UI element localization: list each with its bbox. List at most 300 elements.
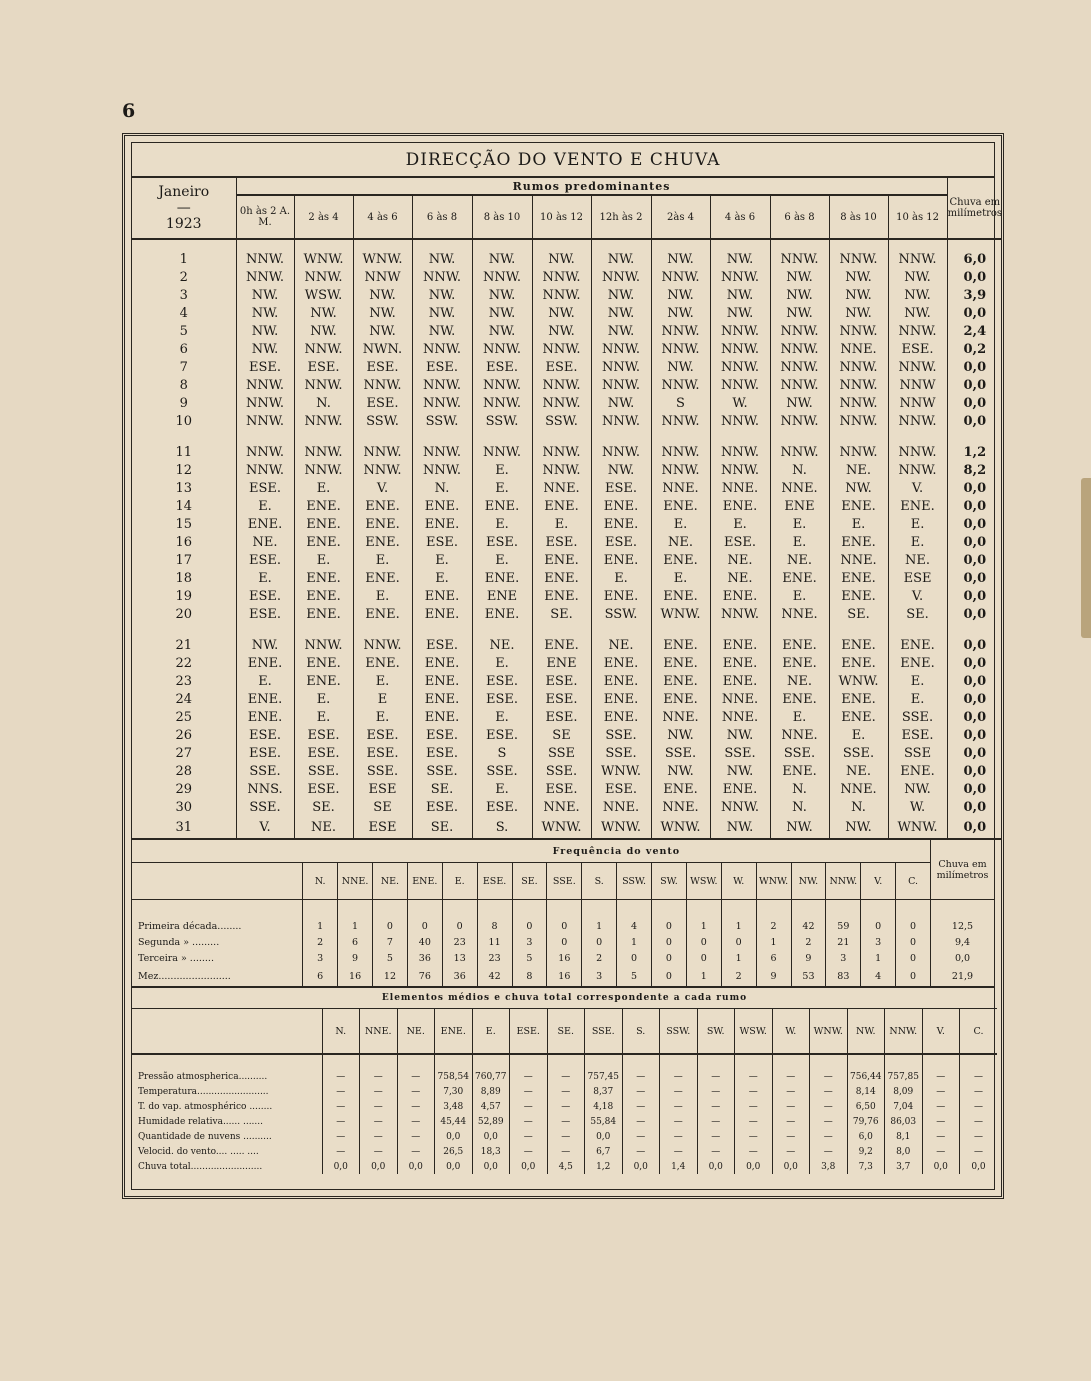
wind-cell: ESE.: [412, 798, 472, 816]
wind-cell: ENE.: [710, 636, 770, 654]
page-number: 6: [122, 100, 136, 122]
elements-cell: —: [397, 1084, 435, 1099]
wind-cell: ENE.: [829, 533, 888, 551]
rain-cell: 0,0: [963, 673, 987, 689]
elements-table: [132, 988, 997, 1174]
wind-cell: ESE.: [888, 340, 947, 358]
spacer-cell: [472, 430, 532, 443]
wind-cell: SSE.: [829, 744, 888, 762]
elements-cell: 52,89: [472, 1114, 510, 1129]
wind-cell: SSE.: [353, 762, 412, 780]
day-cell: 19: [132, 587, 236, 605]
elements-cell: —: [322, 1099, 360, 1114]
frequency-cell: 16: [547, 966, 582, 987]
elements-column-header: N.: [322, 1009, 360, 1055]
elements-cell: 0,0: [772, 1159, 810, 1174]
elements-cell: —: [697, 1054, 735, 1084]
rain-cell: 0,0: [947, 816, 1002, 839]
frequency-cell: 0: [617, 950, 652, 966]
day-cell: 21: [132, 636, 236, 654]
elements-cell: —: [622, 1099, 660, 1114]
wind-cell: SE.: [888, 605, 947, 623]
wind-cell: NNW: [888, 376, 947, 394]
rain-cell: 2,4: [963, 323, 987, 339]
wind-cell: ENE.: [710, 497, 770, 515]
elements-row: [132, 1099, 997, 1114]
wind-cell: WNW.: [294, 239, 353, 268]
wind-cell: NW.: [591, 286, 651, 304]
wind-cell: NW.: [472, 322, 532, 340]
elements-cell: 0,0: [585, 1129, 623, 1144]
wind-cell: SSE.: [651, 744, 710, 762]
frequency-column-header: WSW.: [686, 863, 721, 900]
wind-cell: NNW.: [412, 376, 472, 394]
frequency-cell: 16: [547, 950, 582, 966]
day-cell: 14: [132, 497, 236, 515]
elements-cell: —: [547, 1144, 585, 1159]
wind-cell: ENE.: [770, 654, 829, 672]
table-row: [132, 569, 1002, 587]
wind-cell: N.: [770, 780, 829, 798]
wind-cell: ENE.: [591, 672, 651, 690]
frequency-rain-header: Chuva em milímetros: [931, 840, 994, 900]
spacer-cell: [353, 623, 412, 636]
elements-cell: —: [322, 1054, 360, 1084]
wind-cell: ENE.: [353, 497, 412, 515]
wind-cell: NW.: [236, 304, 294, 322]
elements-cell: —: [735, 1084, 773, 1099]
spacer-cell: [591, 430, 651, 443]
wind-cell: ENE.: [294, 672, 353, 690]
elements-cell: 0,0: [971, 1161, 986, 1172]
table-row: [132, 780, 1002, 798]
spacer-cell: [710, 430, 770, 443]
period-header: 6 às 8: [770, 195, 829, 239]
wind-cell: NNE.: [710, 690, 770, 708]
day-cell: 20: [132, 605, 236, 623]
wind-cell: ESE.: [888, 726, 947, 744]
wind-cell: NNW.: [770, 358, 829, 376]
frequency-cell: 23: [477, 950, 512, 966]
wind-cell: E.: [651, 569, 710, 587]
wind-cell: ENE.: [294, 533, 353, 551]
frequency-cell: 0: [547, 900, 582, 935]
frequency-row-label: Mez........................: [132, 966, 303, 987]
elements-cell: —: [360, 1054, 398, 1084]
frequency-row-label: Primeira década........: [132, 900, 303, 935]
elements-cell: —: [360, 1114, 398, 1129]
wind-cell: NNW.: [710, 412, 770, 430]
frequency-cell: 40: [407, 934, 442, 950]
wind-cell: ENE.: [532, 551, 591, 569]
wind-cell: ESE.: [236, 358, 294, 376]
wind-cell: ENE: [472, 587, 532, 605]
wind-cell: N.: [770, 798, 829, 816]
frequency-cell: 0: [373, 900, 408, 935]
wind-cell: NW.: [651, 239, 710, 268]
elements-column-header: WSW.: [735, 1009, 773, 1055]
elements-column-header: ESE.: [510, 1009, 548, 1055]
wind-cell: SSW.: [412, 412, 472, 430]
period-header: 4 às 6: [353, 195, 412, 239]
elements-cell: 4,5: [547, 1159, 585, 1174]
rain-cell: 0,0: [963, 534, 987, 550]
wind-cell: NNW.: [829, 394, 888, 412]
elements-cell: —: [810, 1144, 848, 1159]
wind-cell: E.: [294, 551, 353, 569]
wind-cell: ENE.: [294, 605, 353, 623]
wind-cell: ESE.: [412, 533, 472, 551]
wind-cell: ENE.: [829, 497, 888, 515]
elements-cell: —: [660, 1144, 698, 1159]
wind-cell: NNW.: [591, 358, 651, 376]
day-cell: 22: [132, 654, 236, 672]
wind-cell: SSE.: [710, 744, 770, 762]
rain-cell: 0,0: [963, 570, 987, 586]
wind-cell: NE.: [294, 816, 353, 839]
wind-cell: ENE.: [651, 690, 710, 708]
frequency-column-header: W.: [721, 863, 756, 900]
frequency-cell: 6: [338, 934, 373, 950]
elements-column-header: W.: [772, 1009, 810, 1055]
wind-cell: NNW.: [236, 461, 294, 479]
frequency-cell: 0: [652, 900, 687, 935]
frequency-cell: 1: [861, 950, 896, 966]
wind-cell: NW.: [770, 816, 829, 839]
wind-cell: E.: [710, 515, 770, 533]
wind-cell: ENE.: [412, 497, 472, 515]
wind-cell: NNE.: [651, 708, 710, 726]
wind-cell: E.: [770, 587, 829, 605]
frequency-cell: 1: [721, 900, 756, 935]
frequency-cell: 0: [512, 900, 547, 935]
elements-cell: —: [397, 1129, 435, 1144]
day-cell: 30: [132, 798, 236, 816]
elements-cell: —: [810, 1054, 848, 1084]
elements-cell: —: [697, 1084, 735, 1099]
wind-cell: NE.: [591, 636, 651, 654]
rain-cell: 0,0: [963, 377, 987, 393]
elements-cell: —: [697, 1114, 735, 1129]
wind-cell: WNW.: [591, 816, 651, 839]
wind-cell: NNE.: [829, 551, 888, 569]
wind-cell: ENE.: [294, 497, 353, 515]
day-cell: 13: [132, 479, 236, 497]
elements-cell: —: [697, 1144, 735, 1159]
wind-cell: NE.: [651, 533, 710, 551]
day-cell: 4: [132, 304, 236, 322]
wind-cell: ESE.: [532, 672, 591, 690]
frequency-cell: 1: [686, 966, 721, 987]
wind-cell: NNW.: [710, 798, 770, 816]
elements-row: [132, 1114, 997, 1129]
elements-cell: —: [397, 1054, 435, 1084]
wind-cell: ENE.: [591, 690, 651, 708]
wind-cell: SSE: [532, 744, 591, 762]
wind-cell: E.: [888, 515, 947, 533]
elements-cell: 6,50: [847, 1099, 885, 1114]
frequency-row: [132, 934, 994, 950]
spacer-cell: [236, 623, 294, 636]
elements-cell: —: [697, 1099, 735, 1114]
wind-cell: ESE.: [236, 587, 294, 605]
elements-cell: 1,2: [585, 1159, 623, 1174]
wind-cell: WNW.: [651, 605, 710, 623]
wind-cell: E: [353, 690, 412, 708]
wind-cell: E.: [294, 479, 353, 497]
wind-cell: NW.: [472, 239, 532, 268]
frequency-column-header: SSW.: [617, 863, 652, 900]
period-header: 2às 4: [651, 195, 710, 239]
wind-cell: E.: [236, 569, 294, 587]
elements-cell: —: [735, 1054, 773, 1084]
rain-cell: 0,0: [963, 763, 987, 779]
wind-cell: NNW.: [829, 358, 888, 376]
wind-cell: NW.: [236, 322, 294, 340]
elements-cell: —: [360, 1144, 398, 1159]
elements-cell: —: [772, 1144, 810, 1159]
table-row: [132, 690, 1002, 708]
wind-cell: ENE.: [710, 672, 770, 690]
wind-cell: NNW.: [532, 394, 591, 412]
wind-cell: E.: [770, 515, 829, 533]
elements-cell: —: [772, 1084, 810, 1099]
spacer-cell: [651, 623, 710, 636]
elements-row-label: T. do vap. atmosphérico ........: [132, 1099, 322, 1114]
spacer-cell: [947, 623, 1002, 636]
wind-cell: NW.: [412, 322, 472, 340]
elements-cell: —: [397, 1144, 435, 1159]
wind-cell: ENE.: [651, 551, 710, 569]
elements-cell: 0,0: [472, 1129, 510, 1144]
wind-cell: E.: [412, 551, 472, 569]
wind-cell: ESE.: [472, 533, 532, 551]
frequency-cell: 0: [582, 934, 617, 950]
elements-row: [132, 1129, 997, 1144]
wind-cell: E.: [829, 515, 888, 533]
wind-cell: SSW.: [591, 605, 651, 623]
day-cell: 26: [132, 726, 236, 744]
spacer-cell: [651, 430, 710, 443]
wind-cell: NW.: [651, 286, 710, 304]
frequency-cell: 36: [407, 950, 442, 966]
elements-cell: 3,7: [885, 1159, 923, 1174]
elements-cell: —: [322, 1129, 360, 1144]
rain-cell: 0,2: [963, 341, 987, 357]
wind-cell: ENE.: [353, 569, 412, 587]
table-row: [132, 708, 1002, 726]
table-row: [132, 479, 1002, 497]
group-spacer: [132, 623, 1002, 636]
elements-cell: 3,8: [810, 1159, 848, 1174]
elements-cell: 7,04: [885, 1099, 923, 1114]
frequency-column-header: ENE.: [407, 863, 442, 900]
wind-cell: NNW.: [710, 376, 770, 394]
wind-cell: NW.: [710, 304, 770, 322]
day-cell: 8: [132, 376, 236, 394]
wind-cell: ESE.: [353, 726, 412, 744]
wind-cell: ENE.: [412, 515, 472, 533]
frequency-column-header: E.: [442, 863, 477, 900]
spacer-cell: [888, 430, 947, 443]
elements-column-header: ENE.: [435, 1009, 473, 1055]
elements-cell: 79,76: [847, 1114, 885, 1129]
wind-cell: ENE.: [888, 497, 947, 515]
wind-cell: N.: [770, 461, 829, 479]
rain-cell: 0,0: [963, 305, 987, 321]
frequency-column-header: NW.: [791, 863, 826, 900]
wind-cell: ENE.: [651, 636, 710, 654]
elements-cell: —: [510, 1054, 548, 1084]
frequency-cell: 59: [826, 900, 861, 935]
day-cell: 31: [132, 816, 236, 839]
wind-cell: SSW.: [532, 412, 591, 430]
wind-cell: NNW.: [532, 286, 591, 304]
wind-cell: NNE.: [770, 605, 829, 623]
frequency-cell: 3: [303, 950, 338, 966]
wind-cell: NW.: [591, 239, 651, 268]
wind-cell: NW.: [770, 286, 829, 304]
wind-cell: NW.: [591, 461, 651, 479]
wind-cell: NW.: [412, 304, 472, 322]
wind-cell: NNW.: [651, 340, 710, 358]
elements-cell: 7,3: [847, 1159, 885, 1174]
table-row: [132, 268, 1002, 286]
rain-cell: 0,0: [963, 655, 987, 671]
wind-cell: ENE.: [532, 569, 591, 587]
frequency-cell: 1: [303, 900, 338, 935]
wind-cell: E.: [472, 461, 532, 479]
day-cell: 9: [132, 394, 236, 412]
wind-cell: ESE.: [236, 479, 294, 497]
day-cell: 1: [132, 239, 236, 268]
day-cell: 2: [132, 268, 236, 286]
wind-cell: NNW.: [532, 376, 591, 394]
wind-cell: NNW.: [888, 358, 947, 376]
wind-cell: NW.: [888, 268, 947, 286]
spacer-cell: [710, 623, 770, 636]
wind-cell: NW.: [651, 762, 710, 780]
rain-cell: 0,0: [963, 552, 987, 568]
spacer-cell: [294, 623, 353, 636]
wind-cell: ENE.: [591, 515, 651, 533]
wind-cell: SSE.: [236, 798, 294, 816]
frequency-cell: 6: [756, 950, 791, 966]
wind-cell: NNW.: [294, 636, 353, 654]
elements-cell: 760,77: [472, 1054, 510, 1084]
elements-cell: 8,0: [885, 1144, 923, 1159]
wind-cell: NNW.: [472, 394, 532, 412]
spacer-cell: [412, 430, 472, 443]
wind-cell: NW.: [353, 286, 412, 304]
wind-cell: NW.: [770, 268, 829, 286]
wind-cell: ENE.: [651, 497, 710, 515]
elements-cell: —: [922, 1054, 960, 1084]
wind-cell: NNW.: [651, 268, 710, 286]
rain-cell: 0,0: [963, 606, 987, 622]
frequency-cell: 0: [686, 934, 721, 950]
frequency-cell: 76: [407, 966, 442, 987]
elements-cell: —: [922, 1144, 960, 1159]
wind-cell: NNW: [353, 268, 412, 286]
wind-cell: E.: [472, 515, 532, 533]
wind-cell: ENE.: [710, 587, 770, 605]
wind-cell: ENE.: [888, 636, 947, 654]
wind-cell: NNW.: [710, 461, 770, 479]
spacer-cell: [236, 430, 294, 443]
frequency-cell: 1: [686, 900, 721, 935]
wind-cell: SE.: [412, 816, 472, 839]
elements-cell: —: [397, 1099, 435, 1114]
elements-cell: —: [772, 1114, 810, 1129]
wind-cell: ENE.: [829, 708, 888, 726]
wind-cell: V.: [888, 479, 947, 497]
elements-cell: —: [922, 1114, 960, 1129]
wind-cell: E.: [236, 672, 294, 690]
frequency-cell: 9: [338, 950, 373, 966]
wind-cell: NNE.: [710, 708, 770, 726]
wind-cell: NNE.: [770, 726, 829, 744]
spacer-cell: [532, 430, 591, 443]
wind-cell: ENE.: [710, 780, 770, 798]
frequency-row: [132, 900, 994, 935]
elements-cell: —: [772, 1099, 810, 1114]
spacer-cell: [770, 623, 829, 636]
frequency-cell: 3: [826, 950, 861, 966]
table-row: [132, 551, 1002, 569]
spacer-cell: [294, 430, 353, 443]
wind-cell: NNW.: [829, 412, 888, 430]
table-row: [132, 443, 1002, 461]
elements-cell: —: [360, 1129, 398, 1144]
table-row: [132, 497, 1002, 515]
wind-cell: SSW.: [472, 412, 532, 430]
elements-cell: —: [810, 1114, 848, 1129]
elements-cell: —: [810, 1099, 848, 1114]
rumos-header: Rumos predominantes: [236, 178, 947, 195]
wind-cell: NW.: [236, 286, 294, 304]
elements-cell: 0,0: [510, 1159, 548, 1174]
wind-cell: E.: [472, 780, 532, 798]
wind-cell: ENE.: [294, 515, 353, 533]
elements-column-header: NE.: [397, 1009, 435, 1055]
day-cell: 16: [132, 533, 236, 551]
frequency-cell: 0: [547, 934, 582, 950]
wind-cell: NNW.: [888, 239, 947, 268]
wind-cell: E.: [770, 533, 829, 551]
wind-cell: ENE.: [829, 690, 888, 708]
frequency-column-header: S.: [582, 863, 617, 900]
elements-cell: 45,44: [435, 1114, 473, 1129]
group-spacer: [132, 430, 1002, 443]
elements-cell: 0,0: [360, 1159, 398, 1174]
wind-cell: NNW.: [829, 239, 888, 268]
elements-column-header: C.: [960, 1009, 998, 1055]
wind-cell: E.: [412, 569, 472, 587]
wind-cell: NNW.: [710, 358, 770, 376]
wind-cell: NW.: [770, 304, 829, 322]
wind-cell: E.: [591, 569, 651, 587]
wind-cell: ENE.: [412, 672, 472, 690]
frequency-row: [132, 966, 994, 987]
elements-cell: —: [322, 1084, 360, 1099]
spacer-cell: [353, 430, 412, 443]
elements-cell: 86,03: [885, 1114, 923, 1129]
wind-cell: NNW.: [294, 376, 353, 394]
elements-cell: 3,48: [435, 1099, 473, 1114]
wind-cell: NW.: [353, 304, 412, 322]
wind-cell: NNW.: [236, 394, 294, 412]
